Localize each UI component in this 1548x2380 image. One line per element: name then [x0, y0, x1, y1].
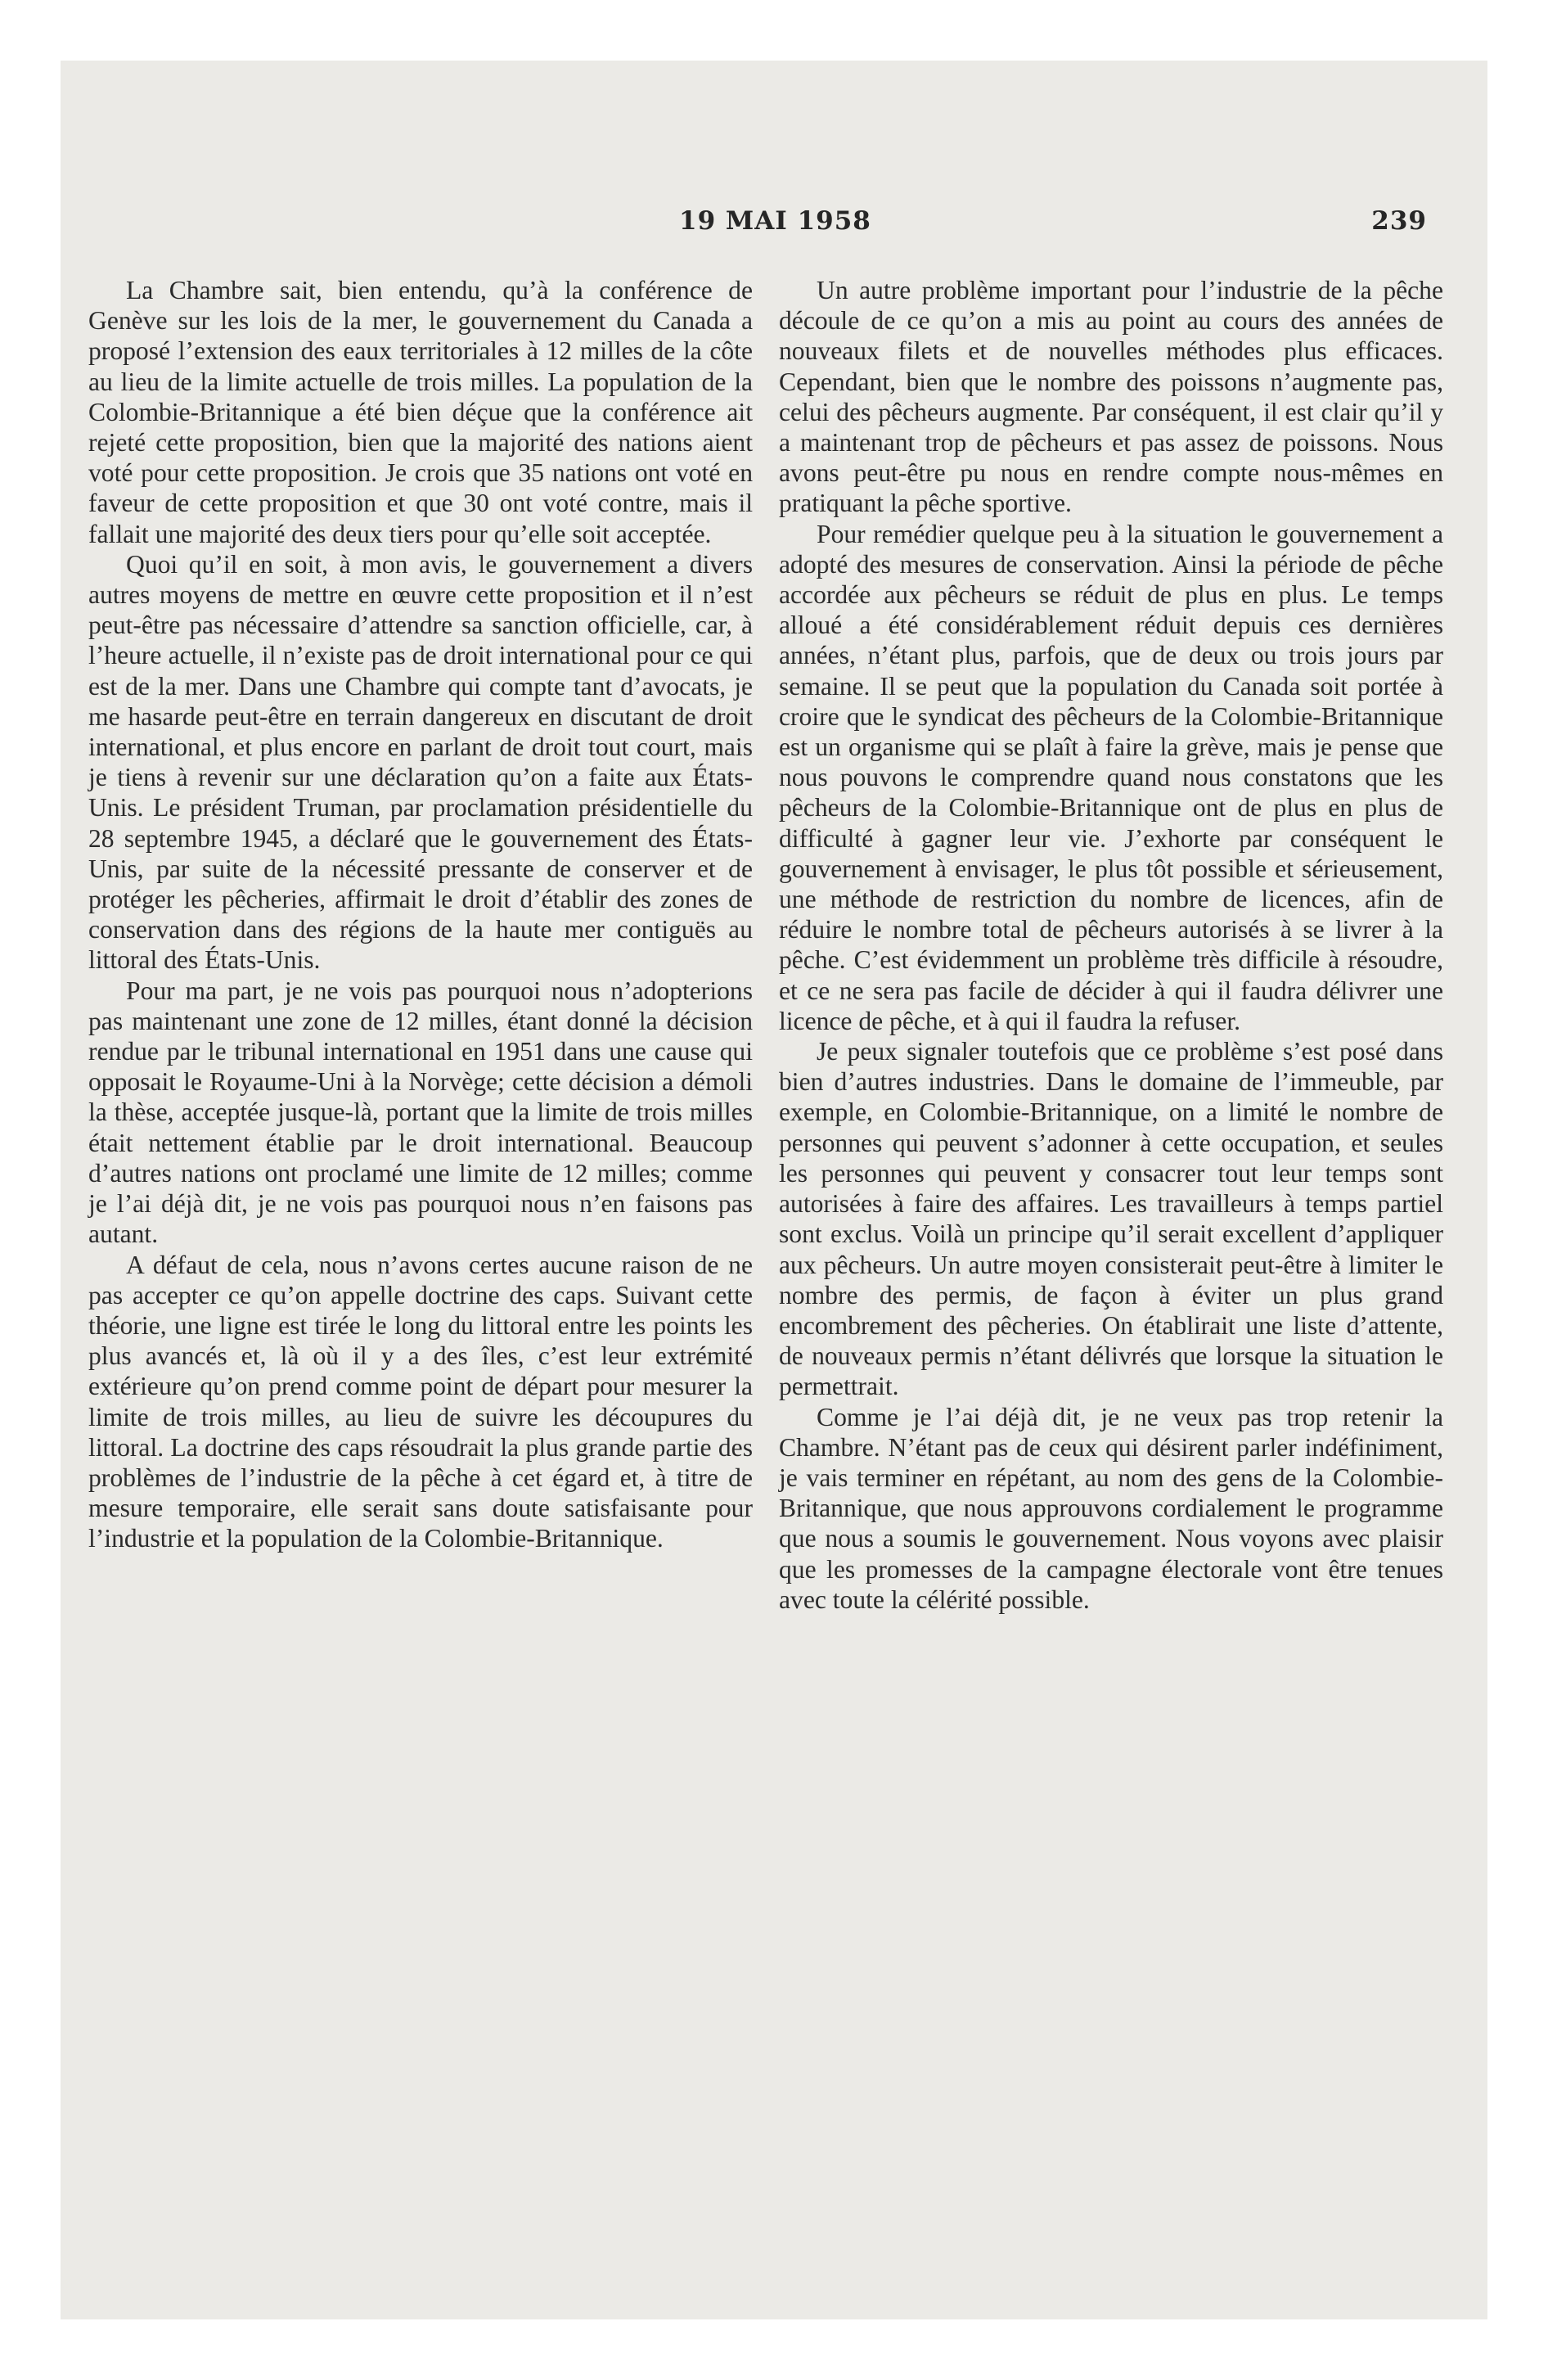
- scanned-page: [61, 61, 1487, 2319]
- running-header: [61, 206, 1487, 255]
- paragraph: Pour remédier quelque peu à la situation le gouvernement a adopté des mesures de conservation. Ainsi la période de pêche accordée aux pêcheurs se réduit de plus en plus. Le temps alloué a été considérablement réduit depuis ces dernières années, n’étant plus, parfois, que de deux ou trois jours par semaine. Il se peut que la population du Canada soit portée à croire que le syndicat des pêcheurs de la Colombie-Britannique est un organisme qui se plaît à faire la grève, mais je pense que nous pouvons le comprendre quand nous constatons que les pêcheurs de la Colombie-Britannique ont de plus en plus de difficulté à gagner leur vie. J’exhorte par conséquent le gouvernement à envisager, le plus tôt possible et sérieusement, une méthode de restriction du nombre de licences, afin de réduire le nombre total de pêcheurs autorisés à se livrer à la pêche. C’est évidemment un problème très difficile à résoudre, et ce ne sera pas facile de décider à qui il faudra délivrer une licence de pêche, et à qui il faudra la refuser.: [779, 519, 1443, 1035]
- paragraph: A défaut de cela, nous n’avons certes aucune raison de ne pas accepter ce qu’on appelle doctrine des caps. Suivant cette théorie, une ligne est tirée le long du littoral entre les points les plus avancés et, là où il y a des îles, c’est leur extrémité extérieure qu’on prend comme point de départ pour mesurer la limite de trois milles, au lieu de suivre les découpures du littoral. La doctrine des caps résoudrait la plus grande partie des problèmes de l’industrie de la pêche à cet égard et, à titre de mesure temporaire, elle serait sans doute satisfaisante pour l’industrie et la population de la Colombie-Britannique.: [88, 1250, 753, 1553]
- paragraph: Pour ma part, je ne vois pas pourquoi nous n’adopterions pas maintenant une zone de 12 milles, étant donné la décision rendue par le tribunal international en 1951 dans une cause qui opposait le Royaume-Uni à la Norvège; cette décision a démoli la thèse, acceptée jusque-là, portant que la limite de trois milles était nettement établie par le droit international. Beaucoup d’autres nations ont proclamé une limite de 12 milles; comme je l’ai déjà dit, je ne vois pas pourquoi nous n’en faisons pas autant.: [88, 976, 753, 1249]
- paragraph: Quoi qu’il en soit, à mon avis, le gouvernement a divers autres moyens de mettre en œuvre cette proposition et il n’est peut-être pas nécessaire d’attendre sa sanction officielle, car, à l’heure actuelle, il n’existe pas de droit international pour ce qui est de la mer. Dans une Chambre qui compte tant d’avocats, je me hasarde peut-être en terrain dangereux en discutant de droit international, et plus encore en parlant de droit tout court, mais je tiens à revenir sur une déclaration qu’on a faite aux États-Unis. Le président Truman, par proclamation présidentielle du 28 septembre 1945, a déclaré que le gouvernement des États-Unis, par suite de la nécessité pressante de conserver et de protéger les pêcheries, affirmait le droit d’établir des zones de conservation dans des régions de la haute mer contiguës au littoral des États-Unis.: [88, 549, 753, 975]
- right-column: [779, 275, 1443, 1615]
- paragraph: Je peux signaler toutefois que ce problème s’est posé dans bien d’autres industries. Dans le domaine de l’immeuble, par exemple, en Colombie-Britannique, on a limité le nombre de personnes qui peuvent s’adonner à cette occupation, et seules les personnes qui peuvent y consacrer tout leur temps sont autorisées à faire des affaires. Les travailleurs à temps partiel sont exclus. Voilà un principe qu’il serait excellent d’appliquer aux pêcheurs. Un autre moyen consisterait peut-être à limiter le nombre des permis, de façon à éviter un plus grand encombrement des pêcheries. On établirait une liste d’attente, de nouveaux permis n’étant délivrés que lorsque la situation le permettrait.: [779, 1037, 1443, 1401]
- paragraph: Un autre problème important pour l’industrie de la pêche découle de ce qu’on a mis au point au cours des années de nouveaux filets et de nouvelles méthodes plus efficaces. Cependant, bien que le nombre des poissons n’augmente pas, celui des pêcheurs augmente. Par conséquent, il est clair qu’il y a maintenant trop de pêcheurs et pas assez de poissons. Nous avons peut-être pu nous en rendre compte nous-mêmes en pratiquant la pêche sportive.: [779, 276, 1443, 518]
- left-column: [88, 275, 753, 1554]
- paragraph: La Chambre sait, bien entendu, qu’à la conférence de Genève sur les lois de la mer, le gouvernement du Canada a proposé l’extension des eaux territoriales à 12 milles de la côte au lieu de la limite actuelle de trois milles. La population de la Colombie-Britannique a été bien déçue que la conférence ait rejeté cette proposition, bien que la majorité des nations aient voté pour cette proposition. Je crois que 35 nations ont voté en faveur de cette proposition et que 30 ont voté contre, mais il fallait une majorité des deux tiers pour qu’elle soit acceptée.: [88, 276, 753, 548]
- header-date: 19 MAI 1958: [679, 206, 871, 236]
- paragraph: Comme je l’ai déjà dit, je ne veux pas trop retenir la Chambre. N’étant pas de ceux qui désirent parler indéfiniment, je vais terminer en répétant, au nom des gens de la Colombie-Britannique, que nous approuvons cordialement le programme que nous a soumis le gouvernement. Nous voyons avec plaisir que les promesses de la campagne électorale vont être tenues avec toute la célérité possible.: [779, 1402, 1443, 1614]
- page-number: 239: [1371, 206, 1427, 236]
